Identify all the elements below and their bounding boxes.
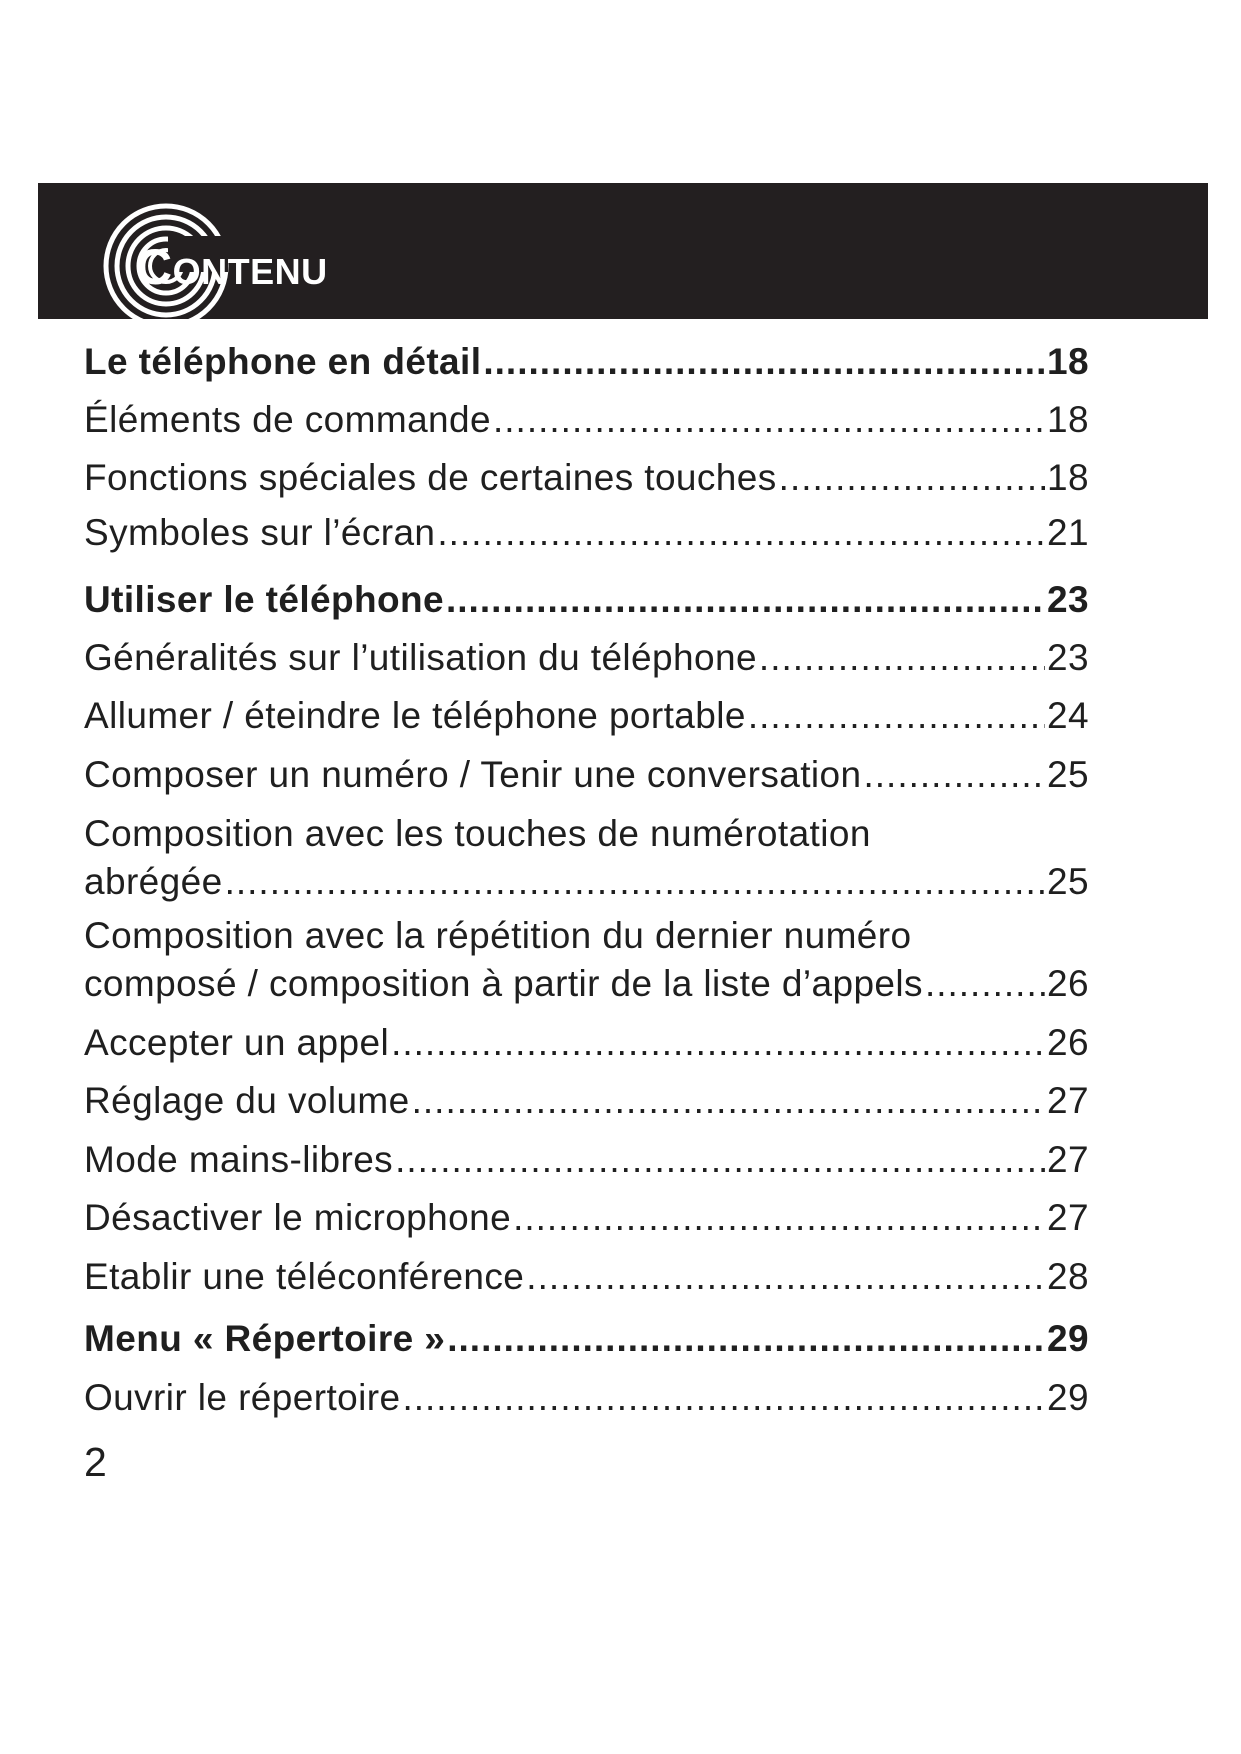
dot-leader (395, 1136, 1045, 1184)
toc-entry-title: Allumer / éteindre le téléphone portable (84, 695, 746, 736)
dot-leader (526, 1253, 1045, 1301)
toc-entry-page: 26 (1047, 963, 1089, 1004)
toc-entry (84, 912, 1089, 1008)
toc-entry (84, 1374, 1089, 1422)
title-rest: ONTENU (172, 251, 328, 292)
toc-entry-title: abrégée (84, 861, 223, 902)
dot-leader (437, 509, 1045, 557)
toc-entry-title-line1: Composition avec les touches de numérotation (84, 813, 871, 854)
toc-entry-title: Ouvrir le répertoire (84, 1377, 401, 1418)
toc-entry-page: 23 (1047, 579, 1089, 620)
toc-entry-page: 26 (1047, 1022, 1089, 1063)
toc-entry-page: 18 (1047, 399, 1089, 440)
toc-entry-title: composé / composition à partir de la liste d’appels (84, 963, 923, 1004)
dot-leader (864, 751, 1046, 799)
toc-entry-title: Désactiver le microphone (84, 1197, 512, 1238)
toc-entry (84, 1194, 1089, 1242)
toc-entry (84, 396, 1089, 444)
toc-entry-title: Mode mains-libres (84, 1139, 394, 1180)
toc-entry-title: Composer un numéro / Tenir une conversation (84, 754, 862, 795)
dot-leader (446, 576, 1045, 624)
dot-leader (513, 1194, 1045, 1242)
dot-leader (412, 1077, 1045, 1125)
toc-entry-page: 27 (1047, 1139, 1089, 1180)
toc-entry-page: 29 (1047, 1377, 1089, 1418)
toc-entry (84, 576, 1089, 624)
dot-leader (779, 454, 1045, 502)
toc-entry-page: 18 (1047, 341, 1089, 382)
toc-entry-page: 27 (1047, 1080, 1089, 1121)
dot-leader (925, 960, 1045, 1008)
title-initial: C (136, 239, 173, 295)
toc-entry-page: 28 (1047, 1256, 1089, 1297)
toc-entry-title-line1: Composition avec la répétition du dernier numéro (84, 915, 912, 956)
toc-entry-title: Réglage du volume (84, 1080, 410, 1121)
toc-entry (84, 1019, 1089, 1067)
page-title (136, 239, 328, 295)
toc-entry (84, 751, 1089, 799)
dot-leader (447, 1315, 1045, 1363)
toc-entry-page: 18 (1047, 457, 1089, 498)
toc-entry-page: 29 (1047, 1318, 1089, 1359)
dot-leader (748, 692, 1045, 740)
toc-entry-page: 25 (1047, 861, 1089, 902)
page-number: 2 (84, 1439, 107, 1485)
dot-leader (483, 338, 1045, 386)
toc-entry (84, 509, 1089, 557)
toc-entry-page: 24 (1047, 695, 1089, 736)
toc-entry (84, 1253, 1089, 1301)
toc-entry-page: 27 (1047, 1197, 1089, 1238)
toc-entry (84, 338, 1089, 386)
toc-entry-title: Etablir une téléconférence (84, 1256, 525, 1297)
toc-entry (84, 692, 1089, 740)
toc-entry-title: Menu « Répertoire » (84, 1318, 446, 1359)
toc-entry-title: Éléments de commande (84, 399, 491, 440)
toc-entry-title: Fonctions spéciales de certaines touches (84, 457, 777, 498)
dot-leader (493, 396, 1045, 444)
toc-entry-title: Généralités sur l’utilisation du téléphone (84, 637, 757, 678)
toc-entry (84, 1315, 1089, 1363)
toc-entry (84, 1077, 1089, 1125)
dot-leader (225, 858, 1045, 906)
toc-entry (84, 454, 1089, 502)
toc-entry (84, 810, 1089, 906)
dot-leader (402, 1374, 1045, 1422)
toc-entry-page: 21 (1047, 512, 1089, 553)
toc-entry (84, 1136, 1089, 1184)
toc-entry-title: Symboles sur l’écran (84, 512, 436, 553)
toc-entry-page: 23 (1047, 637, 1089, 678)
toc-entry-title: Le téléphone en détail (84, 341, 482, 382)
dot-leader (759, 634, 1045, 682)
toc-entry-page: 25 (1047, 754, 1089, 795)
dot-leader (391, 1019, 1045, 1067)
toc-entry-title: Accepter un appel (84, 1022, 390, 1063)
toc-entry (84, 634, 1089, 682)
toc-entry-title: Utiliser le téléphone (84, 579, 444, 620)
